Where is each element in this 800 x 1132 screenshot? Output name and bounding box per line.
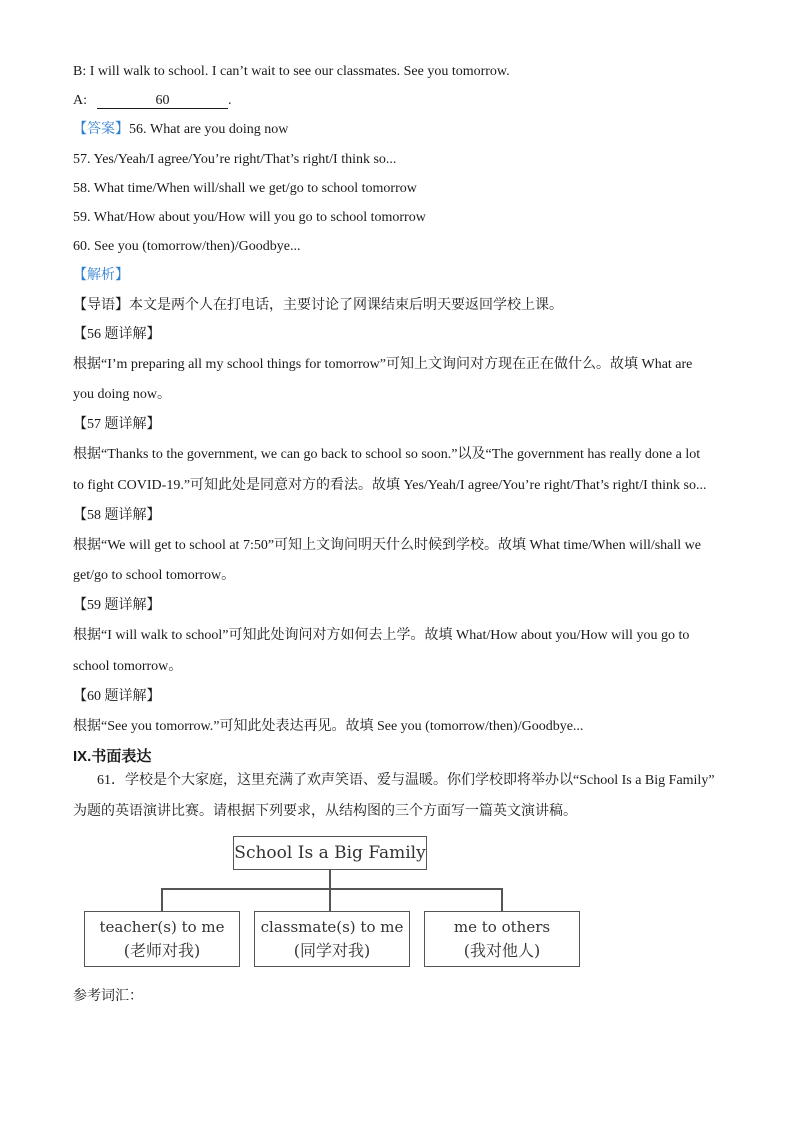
q59-explanation-2: school tomorrow。 — [73, 659, 183, 674]
vocab-label: 参考词汇： — [73, 989, 143, 1004]
analysis-tag: 【解析】 — [73, 268, 129, 283]
answer-59: 59. What/How about you/How will you go to school tomorrow — [73, 210, 426, 225]
writing-prompt-1: 61．学校是个大家庭，这里充满了欢声笑语、爱与温暖。你们学校即将举办以“School Is a Big Family” — [97, 773, 715, 788]
section-heading-writing: IX.书面表达 — [73, 748, 152, 765]
answer-58: 58. What time/When will/shall we get/go to school tomorrow — [73, 181, 417, 196]
node-others-en: me to others — [453, 918, 551, 936]
q56-explanation-2: you doing now。 — [73, 387, 171, 402]
writing-prompt-2: 为题的英语演讲比赛。请根据下列要求，从结构图的三个方面写一篇英文演讲稿。 — [73, 804, 577, 819]
diagram-node-classmates — [254, 911, 410, 967]
node-classmates-en: classmate(s) to me — [260, 918, 404, 936]
diagram-connector-left — [161, 888, 163, 912]
q56-title: 【56 题详解】 — [73, 327, 161, 342]
answer-57: 57. Yes/Yeah/I agree/You’re right/That’s right/I think so... — [73, 152, 397, 167]
diagram-connector-horizontal — [161, 888, 502, 890]
line-end-period: . — [228, 93, 232, 108]
dialogue-b-line: B: I will walk to school. I can’t wait to see our classmates. See you tomorrow. — [73, 64, 510, 79]
q56-explanation-1: 根据“I’m preparing all my school things for tomorrow”可知上文询问对方现在正在做什么。故填 What are — [73, 357, 693, 372]
answer-tag: 【答案】 — [73, 122, 129, 137]
answer-56: 56. What are you doing now — [129, 122, 289, 137]
q57-title: 【57 题详解】 — [73, 417, 161, 432]
q57-explanation-2: to fight COVID-19.”可知此处是同意对方的看法。故填 Yes/Yeah/I agree/You’re right/That’s right/I think so... — [73, 478, 707, 493]
q57-explanation-1: 根据“Thanks to the government, we can go back to school so soon.”以及“The government has really done a lot — [73, 447, 701, 462]
q58-title: 【58 题详解】 — [73, 508, 161, 523]
analysis-guide: 【导语】本文是两个人在打电话，主要讨论了网课结束后明天要返回学校上课。 — [73, 298, 563, 313]
diagram-node-others — [424, 911, 580, 967]
diagram-root-box: School Is a Big Family — [233, 836, 427, 870]
node-classmates-zh: (同学对我) — [293, 941, 371, 960]
diagram-connector-right — [501, 888, 503, 912]
answer-blank-60: 60 — [97, 93, 228, 109]
dialogue-a-line — [73, 92, 232, 110]
q58-explanation-2: get/go to school tomorrow。 — [73, 568, 236, 583]
q59-explanation-1: 根据“I will walk to school”可知此处询问对方如何去上学。故填 What/How about you/How will you go to — [73, 628, 690, 643]
q58-explanation-1: 根据“We will get to school at 7:50”可知上文询问明天什么时候到学校。故填 What time/When will/shall we — [73, 538, 702, 553]
diagram-connector-middle — [329, 888, 331, 912]
diagram-node-teachers — [84, 911, 240, 967]
answer-line-56 — [73, 121, 288, 139]
node-teachers-en: teacher(s) to me — [99, 918, 225, 936]
q59-title: 【59 题详解】 — [73, 598, 161, 613]
speaker-a-label: A: — [73, 93, 87, 108]
node-teachers-zh: (老师对我) — [123, 941, 201, 960]
answer-60: 60. See you (tomorrow/then)/Goodbye... — [73, 239, 301, 254]
q60-explanation-1: 根据“See you tomorrow.”可知此处表达再见。故填 See you (tomorrow/then)/Goodbye... — [73, 719, 584, 734]
diagram-connector-root — [329, 869, 331, 889]
q60-title: 【60 题详解】 — [73, 689, 161, 704]
node-others-zh: (我对他人) — [463, 941, 541, 960]
